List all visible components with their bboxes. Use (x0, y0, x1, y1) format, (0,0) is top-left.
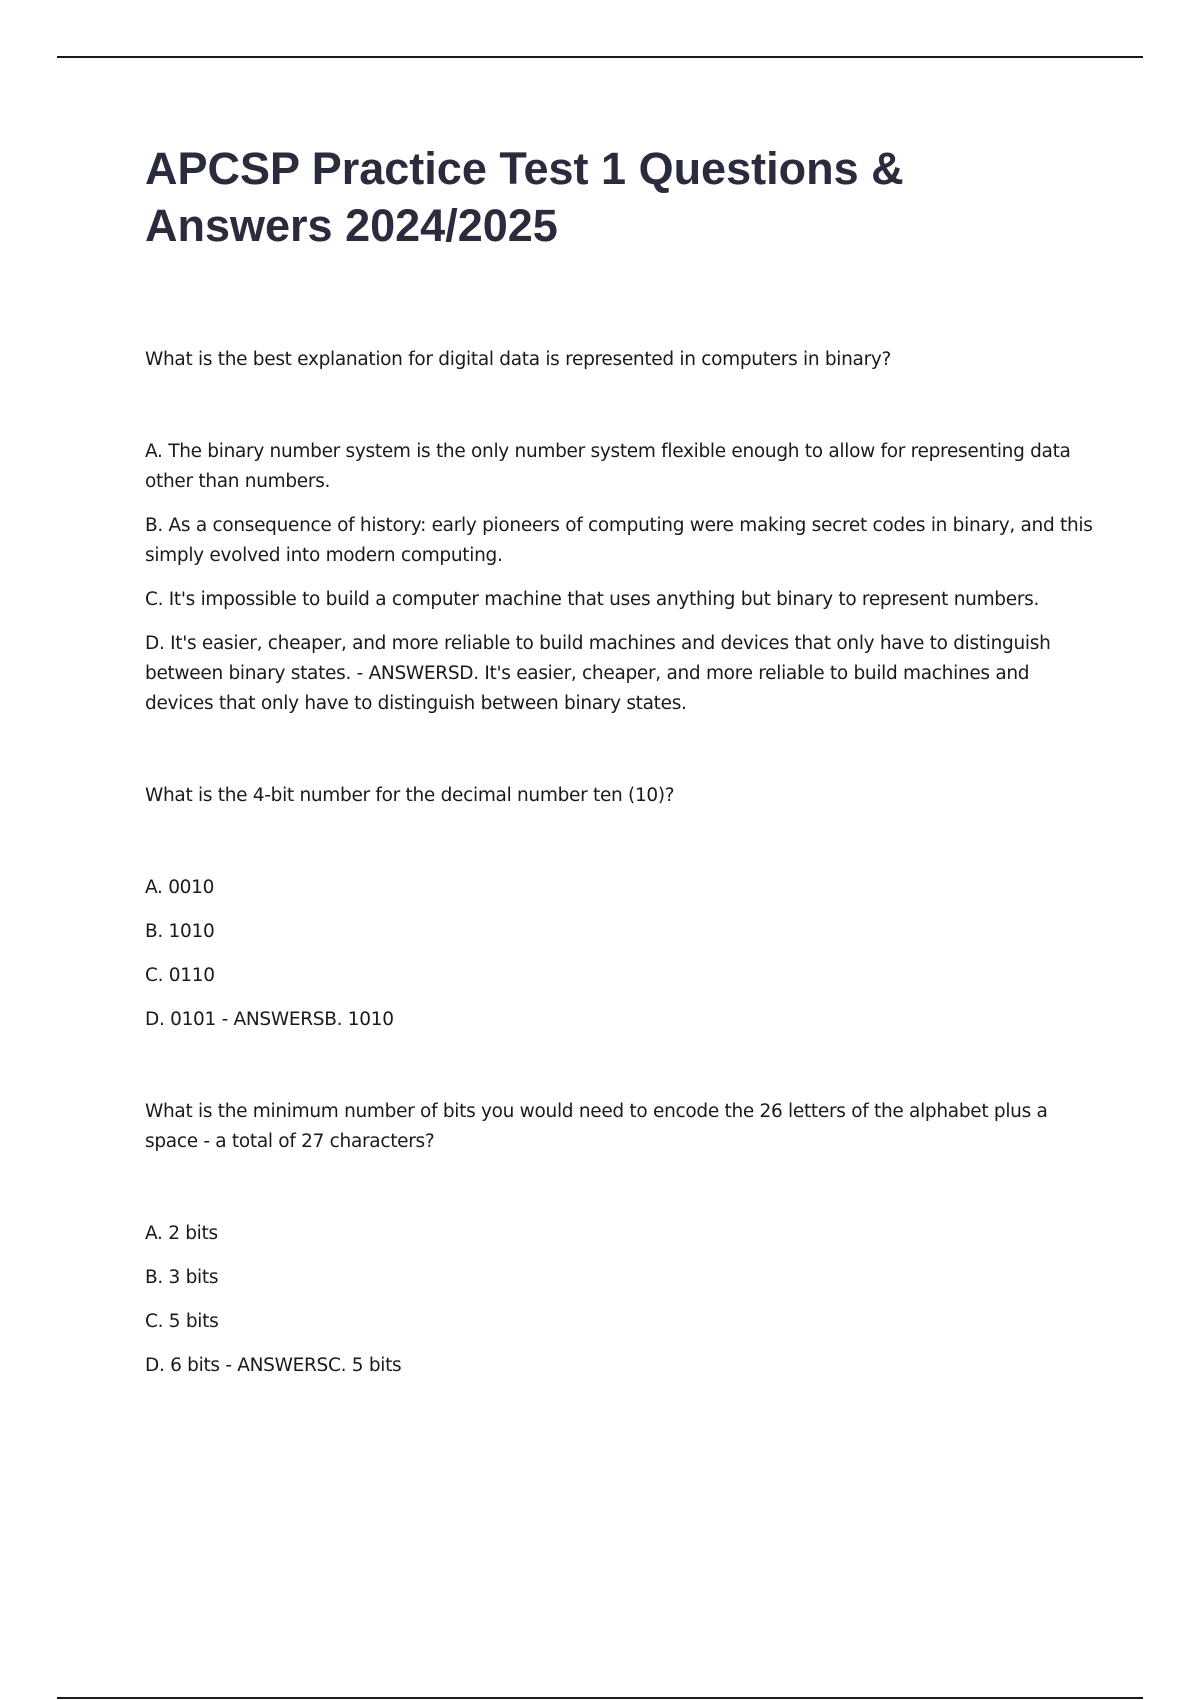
question-text: What is the best explanation for digital data is represented in computers in binary? (145, 349, 892, 370)
answer-option-c: C. It's impossible to build a computer machine that uses anything but binary to represent numbers. (145, 589, 1040, 610)
question-text: What is the minimum number of bits you would need to encode the 26 letters of the alphabet plus a space - a total of 27 characters? (145, 1101, 1048, 1152)
answer-option-a: A. 2 bits (145, 1223, 218, 1244)
top-rule (57, 56, 1143, 58)
answer-option-d-with-answer: D. It's easier, cheaper, and more reliable to build machines and devices that only have to distinguish between binary states. - ANSWERSD. It's easier, cheaper, and more reliable to build machines and devices that only have to distinguish between binary states. (145, 633, 1051, 714)
question-block-3 (145, 1097, 1100, 1381)
answer-option-b: B. As a consequence of history: early pioneers of computing were making secret codes in binary, and this simply evolved into modern computing. (145, 515, 1093, 566)
answer-option-a: A. The binary number system is the only number system flexible enough to allow for representing data other than numbers. (145, 441, 1071, 492)
answer-option-c: C. 0110 (145, 965, 215, 986)
question-text: What is the 4-bit number for the decimal number ten (10)? (145, 785, 675, 806)
answer-option-b: B. 1010 (145, 921, 215, 942)
answer-option-d-with-answer: D. 0101 - ANSWERSB. 1010 (145, 1009, 394, 1030)
question-list (145, 345, 1100, 1443)
page-title: APCSP Practice Test 1 Questions & Answers 2024/2025 (145, 143, 904, 251)
question-block-1 (145, 345, 1100, 719)
answer-option-b: B. 3 bits (145, 1267, 219, 1288)
answer-option-d-with-answer: D. 6 bits - ANSWERSC. 5 bits (145, 1355, 402, 1376)
answer-option-a: A. 0010 (145, 877, 215, 898)
answer-option-c: C. 5 bits (145, 1311, 219, 1332)
question-block-2 (145, 781, 1100, 1035)
bottom-rule (57, 1697, 1143, 1699)
